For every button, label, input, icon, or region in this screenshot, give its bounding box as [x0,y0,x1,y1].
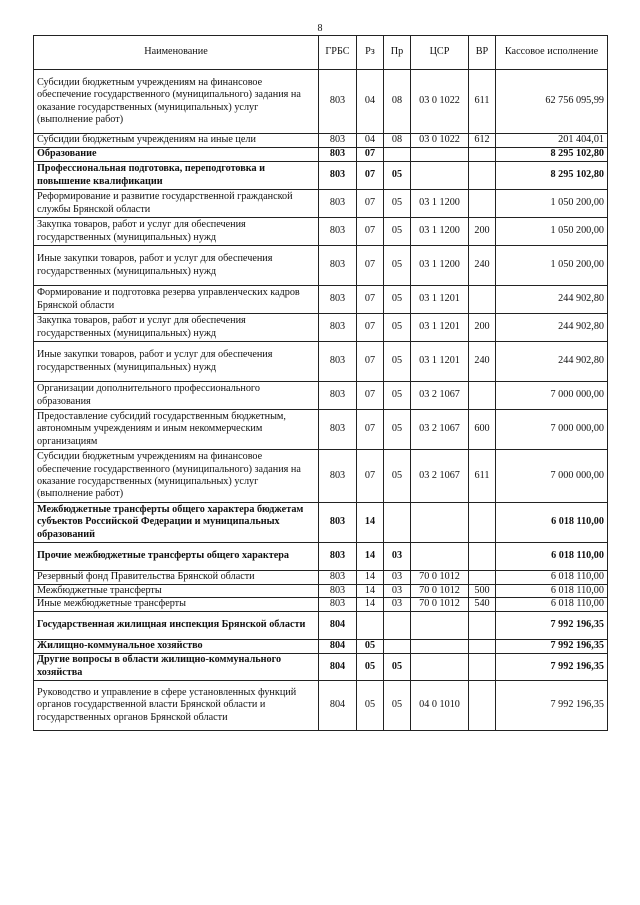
cell-csr: 03 1 1200 [411,218,469,246]
cell-rz: 07 [357,190,384,218]
cell-rz: 14 [357,571,384,585]
cell-rz: 07 [357,410,384,450]
cell-csr: 70 0 1012 [411,598,469,611]
cell-csr [411,639,469,653]
table-row [34,342,608,382]
cell-grbs: 803 [319,503,357,543]
cell-csr: 03 2 1067 [411,382,469,410]
cell-vr [469,543,496,571]
cell-pr: 05 [384,410,411,450]
cell-name: Субсидии бюджетным учреждениям на финансовое обеспечение государственного (муниципального) задания на оказание государственных (муниципальных) услуг (выполнение работ) [34,70,319,134]
cell-pr: 05 [384,314,411,342]
cell-amount: 7 992 196,35 [496,639,608,653]
cell-grbs: 804 [319,680,357,730]
cell-grbs: 804 [319,639,357,653]
table-row [34,190,608,218]
table-row [34,543,608,571]
cell-grbs: 804 [319,611,357,639]
cell-pr: 05 [384,450,411,503]
cell-rz: 07 [357,450,384,503]
column-header-amount: Кассовое исполнение [496,36,608,70]
table-row [34,680,608,730]
cell-pr [384,503,411,543]
cell-name: Жилищно-коммунальное хозяйство [34,639,319,653]
page-number: 8 [317,23,323,34]
table-row [34,134,608,148]
cell-vr: 600 [469,410,496,450]
cell-name: Другие вопросы в области жилищно-коммунального хозяйства [34,653,319,680]
cell-vr [469,148,496,162]
cell-grbs: 804 [319,653,357,680]
cell-pr: 05 [384,246,411,286]
cell-amount: 7 992 196,35 [496,611,608,639]
cell-pr [384,639,411,653]
cell-pr: 05 [384,190,411,218]
cell-name: Иные закупки товаров, работ и услуг для обеспечения государственных (муниципальных) нужд [34,246,319,286]
cell-name: Закупка товаров, работ и услуг для обеспечения государственных (муниципальных) нужд [34,218,319,246]
cell-amount: 1 050 200,00 [496,218,608,246]
cell-csr [411,162,469,190]
cell-amount: 6 018 110,00 [496,543,608,571]
cell-pr: 05 [384,382,411,410]
cell-name: Субсидии бюджетным учреждениям на иные цели [34,134,319,148]
cell-amount: 7 000 000,00 [496,450,608,503]
cell-grbs: 803 [319,598,357,611]
cell-csr: 04 0 1010 [411,680,469,730]
cell-amount: 6 018 110,00 [496,503,608,543]
cell-amount: 6 018 110,00 [496,571,608,585]
cell-vr: 612 [469,134,496,148]
cell-rz: 04 [357,70,384,134]
cell-grbs: 803 [319,134,357,148]
column-header-grbs: ГРБС [319,36,357,70]
cell-vr: 200 [469,314,496,342]
cell-rz: 04 [357,134,384,148]
cell-rz: 05 [357,653,384,680]
column-header-name: Наименование [34,36,319,70]
cell-pr: 05 [384,162,411,190]
cell-vr [469,382,496,410]
table-body [34,70,608,731]
cell-grbs: 803 [319,286,357,314]
cell-name: Государственная жилищная инспекция Брянской области [34,611,319,639]
cell-rz [357,611,384,639]
cell-amount: 7 000 000,00 [496,382,608,410]
cell-amount: 244 902,80 [496,286,608,314]
cell-csr: 03 1 1201 [411,342,469,382]
cell-grbs: 803 [319,148,357,162]
cell-grbs: 803 [319,585,357,598]
cell-csr: 03 2 1067 [411,450,469,503]
column-header-csr: ЦСР [411,36,469,70]
column-header-pr: Пр [384,36,411,70]
cell-name: Формирование и подготовка резерва управленческих кадров Брянской области [34,286,319,314]
cell-amount: 244 902,80 [496,342,608,382]
cell-rz: 07 [357,246,384,286]
cell-vr [469,286,496,314]
cell-grbs: 803 [319,246,357,286]
table-row [34,148,608,162]
cell-amount: 6 018 110,00 [496,598,608,611]
table-row [34,598,608,611]
column-header-vr: ВР [469,36,496,70]
cell-name: Субсидии бюджетным учреждениям на финансовое обеспечение государственного (муниципального) задания на оказание государственных (муниципальных) услуг (выполнение работ) [34,450,319,503]
cell-pr [384,148,411,162]
cell-csr: 70 0 1012 [411,585,469,598]
table-row [34,218,608,246]
cell-pr: 03 [384,571,411,585]
cell-name: Реформирование и развитие государственной гражданской службы Брянской области [34,190,319,218]
cell-grbs: 803 [319,450,357,503]
cell-pr: 05 [384,218,411,246]
cell-amount: 1 050 200,00 [496,246,608,286]
cell-name: Организации дополнительного профессионального образования [34,382,319,410]
cell-amount: 62 756 095,99 [496,70,608,134]
cell-vr [469,611,496,639]
cell-pr: 03 [384,543,411,571]
cell-grbs: 803 [319,571,357,585]
cell-pr: 03 [384,598,411,611]
cell-rz: 05 [357,639,384,653]
cell-grbs: 803 [319,382,357,410]
table-row [34,382,608,410]
budget-execution-table [33,35,608,731]
cell-rz: 05 [357,680,384,730]
table-row [34,450,608,503]
cell-vr: 611 [469,70,496,134]
cell-csr: 03 1 1201 [411,286,469,314]
column-header-rz: Рз [357,36,384,70]
cell-rz: 07 [357,342,384,382]
cell-csr: 03 2 1067 [411,410,469,450]
cell-name: Предоставление субсидий государственным бюджетным, автономным учреждениям и иным некоммерческим организациям [34,410,319,450]
cell-vr [469,503,496,543]
cell-rz: 07 [357,286,384,314]
cell-rz: 07 [357,314,384,342]
cell-name: Руководство и управление в сфере установленных функций органов государственной власти Брянской области и государственных органов Брянской области [34,680,319,730]
cell-vr [469,190,496,218]
cell-rz: 14 [357,598,384,611]
cell-grbs: 803 [319,162,357,190]
table-row [34,585,608,598]
cell-vr [469,162,496,190]
cell-pr: 03 [384,585,411,598]
cell-csr: 03 0 1022 [411,134,469,148]
cell-amount: 201 404,01 [496,134,608,148]
table-row [34,503,608,543]
cell-grbs: 803 [319,410,357,450]
cell-name: Профессиональная подготовка, переподготовка и повышение квалификации [34,162,319,190]
table-row [34,70,608,134]
table-row [34,571,608,585]
table-row [34,286,608,314]
cell-name: Иные межбюджетные трансферты [34,598,319,611]
cell-vr: 500 [469,585,496,598]
cell-rz: 14 [357,503,384,543]
cell-csr [411,611,469,639]
cell-grbs: 803 [319,342,357,382]
cell-rz: 07 [357,218,384,246]
cell-csr [411,543,469,571]
cell-vr: 540 [469,598,496,611]
cell-csr: 03 1 1201 [411,314,469,342]
cell-vr: 611 [469,450,496,503]
cell-amount: 8 295 102,80 [496,148,608,162]
cell-pr: 05 [384,286,411,314]
cell-amount: 6 018 110,00 [496,585,608,598]
cell-csr [411,653,469,680]
table-row [34,410,608,450]
cell-csr: 03 1 1200 [411,190,469,218]
cell-rz: 14 [357,543,384,571]
cell-name: Закупка товаров, работ и услуг для обеспечения государственных (муниципальных) нужд [34,314,319,342]
cell-csr: 70 0 1012 [411,571,469,585]
cell-vr [469,653,496,680]
cell-amount: 8 295 102,80 [496,162,608,190]
table-header-row [34,36,608,70]
cell-name: Образование [34,148,319,162]
cell-rz: 07 [357,382,384,410]
cell-csr [411,148,469,162]
cell-grbs: 803 [319,218,357,246]
cell-grbs: 803 [319,190,357,218]
cell-pr: 08 [384,70,411,134]
cell-grbs: 803 [319,543,357,571]
cell-vr: 240 [469,342,496,382]
table-row [34,653,608,680]
cell-csr: 03 0 1022 [411,70,469,134]
cell-csr [411,503,469,543]
cell-name: Прочие межбюджетные трансферты общего характера [34,543,319,571]
cell-pr [384,611,411,639]
cell-rz: 14 [357,585,384,598]
cell-rz: 07 [357,162,384,190]
cell-grbs: 803 [319,314,357,342]
cell-pr: 05 [384,342,411,382]
cell-name: Межбюджетные трансферты общего характера бюджетам субъектов Российской Федерации и муниципальных образований [34,503,319,543]
cell-name: Межбюджетные трансферты [34,585,319,598]
table-row [34,246,608,286]
cell-rz: 07 [357,148,384,162]
cell-pr: 05 [384,680,411,730]
cell-pr: 05 [384,653,411,680]
cell-amount: 7 992 196,35 [496,653,608,680]
cell-vr [469,680,496,730]
cell-vr: 200 [469,218,496,246]
table-row [34,611,608,639]
table-row [34,162,608,190]
table-row [34,314,608,342]
cell-name: Иные закупки товаров, работ и услуг для обеспечения государственных (муниципальных) нужд [34,342,319,382]
cell-amount: 1 050 200,00 [496,190,608,218]
cell-name: Резервный фонд Правительства Брянской области [34,571,319,585]
cell-vr: 240 [469,246,496,286]
cell-vr [469,639,496,653]
table-row [34,639,608,653]
cell-vr [469,571,496,585]
cell-pr: 08 [384,134,411,148]
cell-amount: 7 992 196,35 [496,680,608,730]
cell-grbs: 803 [319,70,357,134]
cell-amount: 7 000 000,00 [496,410,608,450]
cell-amount: 244 902,80 [496,314,608,342]
cell-csr: 03 1 1200 [411,246,469,286]
